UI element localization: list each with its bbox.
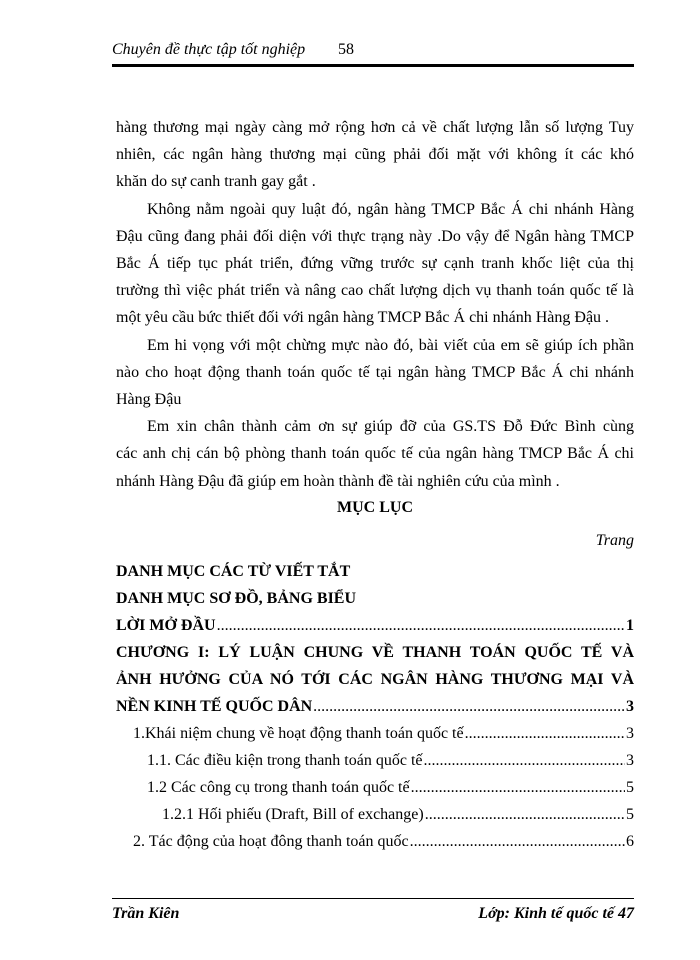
text-line: một yêu cầu bức thiết đối với ngân hàng TMCP Bắc Á chi nhánh Hàng Đậu . xyxy=(116,309,610,327)
toc-entry-label: 1.2 Các công cụ trong thanh toán quốc tế xyxy=(147,779,410,796)
page-header xyxy=(112,40,634,60)
footer-author: Trần Kiên xyxy=(112,905,180,922)
toc-entry-intro[interactable] xyxy=(116,612,634,639)
toc-entry-page: 1 xyxy=(626,617,634,634)
text-line: Hàng Đậu xyxy=(116,391,182,409)
toc-entry-page: 5 xyxy=(626,779,634,796)
text-line: Em xin chân thành cảm ơn sự giúp đỡ của GS.TS Đỗ Đức Bình cùng xyxy=(147,418,634,436)
toc-dot-leader xyxy=(410,828,625,855)
toc-dot-leader xyxy=(313,693,625,720)
text-line: Bắc Á tiếp tục phát triển, đứng vững trước sự cạnh tranh khốc liệt của thị xyxy=(116,255,634,273)
body-text xyxy=(116,114,634,495)
toc-entry-section-1[interactable] xyxy=(116,720,634,747)
toc-entry-page: 5 xyxy=(626,806,634,823)
paragraph-4 xyxy=(116,413,634,495)
toc-dot-leader xyxy=(423,747,625,774)
table-of-contents xyxy=(116,558,634,855)
toc-entry-chapter-1[interactable] xyxy=(116,639,634,720)
header-title: Chuyên đề thực tập tốt nghiệp xyxy=(112,41,306,58)
text-line: Đậu cũng đang phải đối diện với thực trạng này .Do vậy để Ngân hàng TMCP xyxy=(116,227,634,245)
toc-entry-label: 2. Tác động của hoạt đông thanh toán quốc xyxy=(133,833,409,850)
paragraph-1 xyxy=(116,114,634,196)
footer-class: Lớp: Kinh tế quốc tế 47 xyxy=(478,905,634,922)
toc-entry-label: 1.Khái niệm chung về hoạt động thanh toán quốc tế xyxy=(133,725,464,742)
toc-chapter-last-line xyxy=(116,693,634,720)
toc-dot-leader xyxy=(217,612,625,639)
footer-rule xyxy=(112,898,634,899)
page-number: 58 xyxy=(338,41,354,58)
paragraph-3 xyxy=(116,332,634,414)
text-line: Không nằm ngoài quy luật đó, ngân hàng TMCP Bắc Á chi nhánh Hàng xyxy=(147,200,634,218)
text-line: nào cho hoạt động thanh toán quốc tế tại ngân hàng TMCP Bắc Á chi nhánh xyxy=(116,363,634,381)
text-line: khăn do sự canh tranh gay gắt . xyxy=(116,173,316,191)
toc-chapter-line: ẢNH HƯỞNG CỦA NÓ TỚI CÁC NGÂN HÀNG THƯƠNG MẠI VÀ xyxy=(116,671,634,688)
toc-entry-diagrams[interactable] xyxy=(116,585,634,612)
toc-chapter-line: CHƯƠNG I: LÝ LUẬN CHUNG VỀ THANH TOÁN QUỐC TẾ VÀ xyxy=(116,644,634,661)
paragraph-2 xyxy=(116,196,634,332)
toc-entry-abbreviations[interactable] xyxy=(116,558,634,585)
toc-entry-page: 3 xyxy=(626,752,634,769)
toc-page-column-label: Trang xyxy=(595,532,634,549)
toc-entry-page: 3 xyxy=(626,725,634,742)
toc-entry-label: 1.1. Các điều kiện trong thanh toán quốc tế xyxy=(147,752,423,769)
text-line: nhiên, các ngân hàng thương mại cũng phải đối mặt với không ít các khó xyxy=(116,146,634,164)
toc-entry-section-2[interactable] xyxy=(116,828,634,855)
toc-entry-section-1-1[interactable] xyxy=(116,747,634,774)
toc-entry-label: DANH MỤC SƠ ĐỒ, BẢNG BIỂU xyxy=(116,590,357,607)
toc-dot-leader xyxy=(465,720,625,747)
toc-title: MỤC LỤC xyxy=(337,499,413,516)
toc-entry-section-1-2-1[interactable] xyxy=(116,801,634,828)
toc-entry-label: NỀN KINH TẾ QUỐC DÂN xyxy=(116,698,313,715)
toc-entry-label: DANH MỤC CÁC TỪ VIẾT TẮT xyxy=(116,563,351,580)
toc-entry-page: 6 xyxy=(626,833,634,850)
toc-dot-leader xyxy=(411,774,625,801)
toc-dot-leader xyxy=(425,801,625,828)
text-line: trường thì việc phát triển và nâng cao chất lượng dịch vụ thanh toán quốc tế là xyxy=(116,282,634,300)
toc-entry-label: 1.2.1 Hối phiếu (Draft, Bill of exchange) xyxy=(162,806,424,823)
text-line: nhánh Hàng Đậu đã giúp em hoàn thành đề tài nghiên cứu của mình . xyxy=(116,472,560,490)
toc-entry-label: LỜI MỞ ĐẦU xyxy=(116,617,216,634)
toc-entry-section-1-2[interactable] xyxy=(116,774,634,801)
text-line: các anh chị cán bộ phòng thanh toán quốc tế của ngân hàng TMCP Bắc Á chi xyxy=(116,445,634,463)
toc-entry-page: 3 xyxy=(626,698,634,715)
header-rule xyxy=(112,64,634,67)
page-footer xyxy=(112,904,634,924)
text-line: hàng thương mại ngày càng mở rộng hơn cả về chất lượng lẫn số lượng Tuy xyxy=(116,119,634,136)
text-line: Em hi vọng với một chừng mực nào đó, bài viết của em sẽ giúp ích phần xyxy=(147,336,634,354)
